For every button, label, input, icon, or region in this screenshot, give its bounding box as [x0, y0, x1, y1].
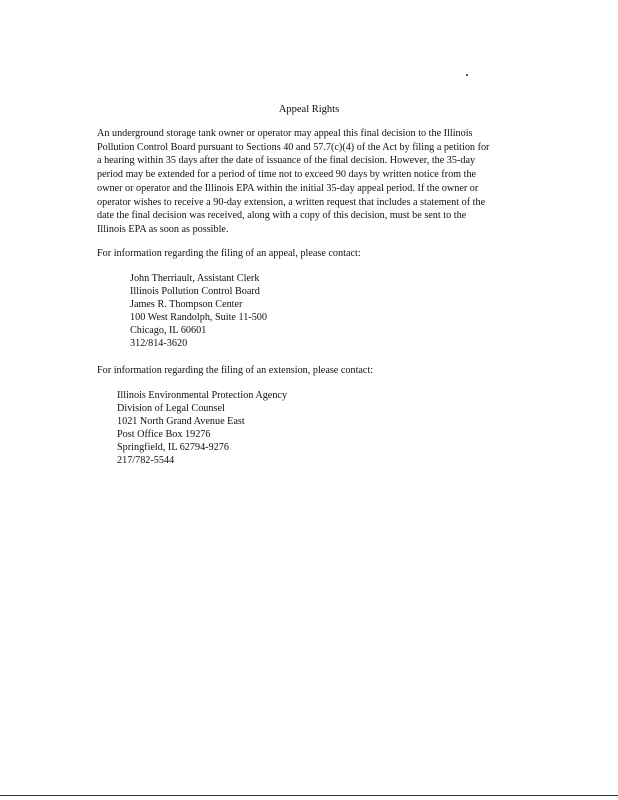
extension-contact-address [117, 390, 287, 467]
paragraph-line: date the final decision was received, along with a copy of this decision, must be sent to the [97, 210, 467, 222]
address-line: Illinois Environmental Protection Agency [117, 390, 288, 401]
scan-speck [466, 74, 468, 76]
paragraph-line: owner or operator and the Illinois EPA within the initial 35-day appeal period. If the owner or [97, 182, 479, 194]
address-line: 1021 North Grand Avenue East [117, 415, 245, 427]
paragraph-line: Illinois EPA as soon as possible. [97, 223, 229, 235]
address-line: John Therriault, Assistant Clerk [130, 273, 260, 284]
address-line: 312/814-3620 [130, 337, 188, 349]
address-line: James R. Thompson Center [130, 298, 243, 310]
appeal-contact-intro: For information regarding the filing of an appeal, please contact: [97, 248, 361, 259]
address-line: Post Office Box 19276 [117, 428, 211, 440]
address-line: Springfield, IL 62794-9276 [117, 441, 229, 453]
paragraph-line: a hearing within 35 days after the date of issuance of the final decision. However, the 35-day [97, 155, 476, 167]
address-line: Division of Legal Counsel [117, 402, 225, 414]
appeal-rights-paragraph [97, 127, 517, 237]
address-line: 217/782-5544 [117, 454, 175, 466]
paragraph-line: period may be extended for a period of time not to exceed 90 days by written notice from the [97, 169, 477, 181]
address-line: Chicago, IL 60601 [130, 324, 207, 336]
page-bottom-border [0, 795, 618, 796]
page-title: Appeal Rights [278, 104, 340, 115]
appeal-contact-address [130, 273, 267, 350]
paragraph-line: Pollution Control Board pursuant to Sections 40 and 57.7(c)(4) of the Act by filing a petition for [97, 141, 490, 153]
address-line: 100 West Randolph, Suite 11-500 [130, 311, 267, 323]
address-line: Illinois Pollution Control Board [130, 285, 260, 297]
paragraph-line: An underground storage tank owner or operator may appeal this final decision to the Illinois [97, 128, 473, 139]
paragraph-line: operator wishes to receive a 90-day extension, a written request that includes a statement of the [97, 196, 486, 208]
extension-contact-intro: For information regarding the filing of an extension, please contact: [97, 365, 374, 376]
